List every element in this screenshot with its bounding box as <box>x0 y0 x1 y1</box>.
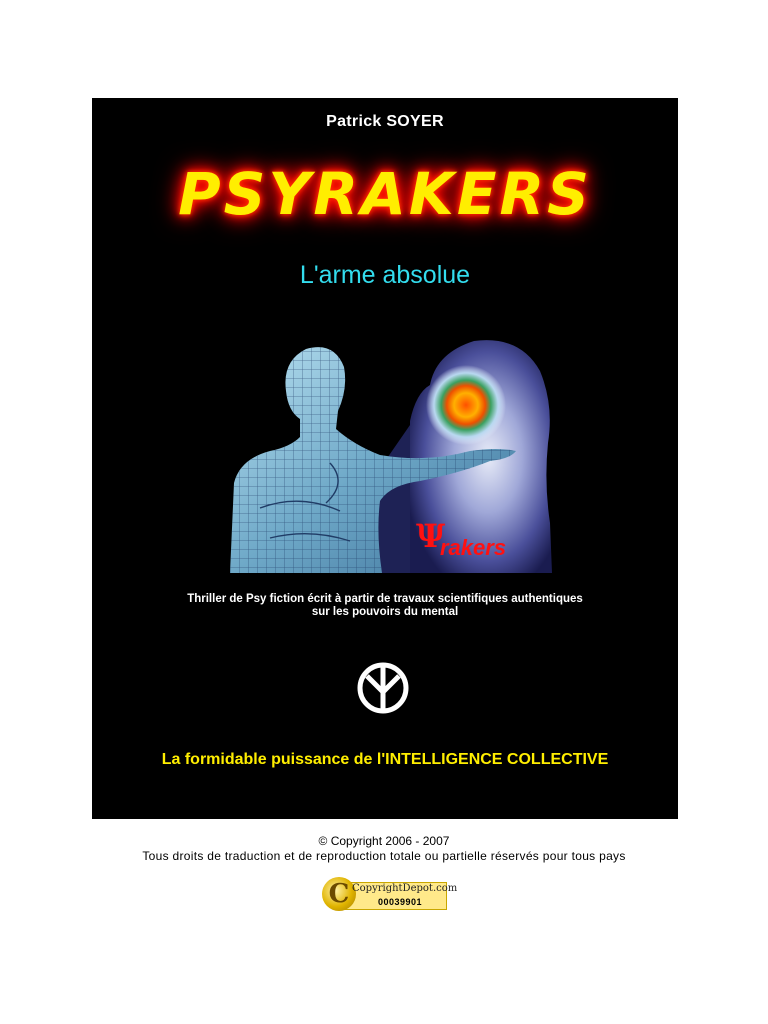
energy-orb <box>426 365 506 445</box>
book-cover <box>92 98 678 819</box>
peace-symbol-icon <box>355 660 411 716</box>
book-title: PSYRAKERS <box>178 160 592 228</box>
rights-notice: Tous droits de traduction et de reproduction totale ou partielle réservés pour tous pays <box>142 849 626 863</box>
cover-illustration <box>230 333 560 573</box>
book-subtitle: L'arme absolue <box>299 261 471 289</box>
author-name: Patrick SOYER <box>326 113 444 130</box>
tagline-line-1: Thriller de Psy fiction écrit à partir de travaux scientifiques authentiques <box>187 593 583 605</box>
slogan: La formidable puissance de l'INTELLIGENCE COLLECTIVE <box>161 751 609 768</box>
psi-symbol: Ψ <box>416 517 446 555</box>
badge-number: 00039901 <box>378 897 423 907</box>
copyright-notice: © Copyright 2006 - 2007 <box>318 834 450 848</box>
tagline <box>92 593 678 619</box>
seal-letter: C <box>328 879 350 909</box>
copyright-seal-icon <box>322 877 356 911</box>
tagline-line-2: sur les pouvoirs du mental <box>311 606 459 618</box>
logo-word: rakers <box>440 535 507 560</box>
badge-name: CopyrightDepot.com <box>352 883 458 894</box>
copyright-depot-badge <box>322 877 458 911</box>
